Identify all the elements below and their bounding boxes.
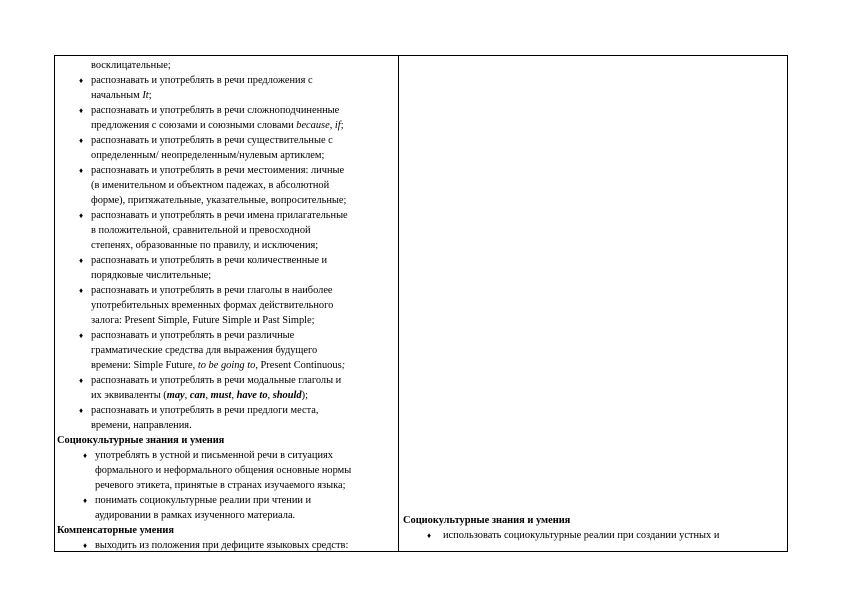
- line-text: в положительной, сравнительной и превосходной: [91, 225, 311, 236]
- bullet-icon: ♦: [79, 256, 84, 265]
- text-line: [403, 528, 783, 543]
- line-text: степенях, образованные по правилу, и исключения;: [91, 240, 319, 251]
- text-line: [55, 538, 395, 553]
- text-line: [55, 163, 395, 178]
- line-text: начальным It;: [91, 90, 152, 101]
- bullet-icon: ♦: [83, 541, 88, 550]
- text-line: [55, 133, 395, 148]
- text-line: [55, 463, 395, 478]
- text-line: [55, 268, 395, 283]
- line-text: времени, направления.: [91, 420, 192, 431]
- text-line: [55, 148, 395, 163]
- bullet-icon: ♦: [79, 331, 84, 340]
- text-line: [55, 58, 395, 73]
- bullet-icon: ♦: [79, 166, 84, 175]
- line-text: понимать социокультурные реалии при чтении и: [95, 495, 312, 506]
- text-line: [55, 253, 395, 268]
- column-divider: [398, 56, 399, 551]
- line-text: времени: Simple Future, to be going to, Present Continuous;: [91, 360, 346, 371]
- line-text: распознавать и употреблять в речи существительные с: [91, 135, 333, 146]
- line-text: (в именительном и объектном падежах, в абсолютной: [91, 180, 330, 191]
- bullet-icon: ♦: [79, 286, 84, 295]
- text-line: [55, 343, 395, 358]
- bullet-icon: ♦: [79, 76, 84, 85]
- line-text: грамматические средства для выражения будущего: [91, 345, 318, 356]
- line-text: форме), притяжательные, указательные, вопросительные;: [91, 195, 347, 206]
- text-line: [55, 313, 395, 328]
- text-line: [55, 223, 395, 238]
- content-table: [54, 55, 788, 552]
- text-line: [55, 118, 395, 133]
- line-text: распознавать и употреблять в речи имена прилагательные: [91, 210, 348, 221]
- bullet-icon: ♦: [427, 531, 432, 540]
- text-line: [55, 418, 395, 433]
- text-line: [55, 493, 395, 508]
- line-text: формального и неформального общения основные нормы: [95, 465, 352, 476]
- line-text: употреблять в устной и письменной речи в ситуациях: [95, 450, 333, 461]
- text-line: [55, 103, 395, 118]
- line-text: определенным/ неопределенным/нулевым артиклем;: [91, 150, 325, 161]
- text-line: [55, 238, 395, 253]
- line-text: распознавать и употреблять в речи модальные глаголы и: [91, 375, 342, 386]
- heading-text: Социокультурные знания и умения: [57, 435, 225, 446]
- line-text: порядковые числительные;: [91, 270, 212, 281]
- line-text: предложения с союзами и союзными словами because, if;: [91, 120, 344, 131]
- text-line: [55, 88, 395, 103]
- section-heading: [403, 513, 783, 528]
- line-text: залога: Present Simple, Future Simple и Past Simple;: [91, 315, 315, 326]
- line-text: их эквиваленты (may, can, must, have to, should);: [91, 390, 308, 401]
- line-text: выходить из положения при дефиците языковых средств:: [95, 540, 349, 551]
- text-line: [55, 193, 395, 208]
- heading-text: Компенсаторные умения: [57, 525, 174, 536]
- text-line: [55, 403, 395, 418]
- bullet-icon: ♦: [79, 376, 84, 385]
- section-heading: [55, 523, 395, 538]
- text-line: [55, 298, 395, 313]
- line-text: распознавать и употреблять в речи предложения с: [91, 75, 313, 86]
- line-text: распознавать и употреблять в речи глаголы в наиболее: [91, 285, 333, 296]
- text-line: [55, 328, 395, 343]
- bullet-icon: ♦: [79, 136, 84, 145]
- bullet-icon: ♦: [79, 211, 84, 220]
- bullet-icon: ♦: [83, 496, 88, 505]
- bullet-icon: ♦: [83, 451, 88, 460]
- line-text: использовать социокультурные реалии при создании устных и: [443, 530, 720, 541]
- bullet-icon: ♦: [79, 106, 84, 115]
- line-text: речевого этикета, принятые в странах изучаемого языка;: [95, 480, 346, 491]
- left-column: [55, 58, 395, 553]
- text-line: [55, 208, 395, 223]
- bullet-icon: ♦: [79, 406, 84, 415]
- text-line: [55, 448, 395, 463]
- text-line: [55, 178, 395, 193]
- text-line: [55, 373, 395, 388]
- text-line: [55, 358, 395, 373]
- line-text: распознавать и употреблять в речи местоимения: личные: [91, 165, 345, 176]
- section-heading: [55, 433, 395, 448]
- text-line: [55, 508, 395, 523]
- line-text: аудировании в рамках изученного материала.: [95, 510, 296, 521]
- line-text: распознавать и употреблять в речи количественные и: [91, 255, 328, 266]
- text-line: [55, 283, 395, 298]
- line-text: употребительных временных формах действительного: [91, 300, 334, 311]
- line-text: распознавать и употреблять в речи предлоги места,: [91, 405, 319, 416]
- right-column: [403, 513, 783, 543]
- text-line: [55, 388, 395, 403]
- text-line: [55, 73, 395, 88]
- heading-text: Социокультурные знания и умения: [403, 515, 571, 526]
- text-line: [55, 478, 395, 493]
- line-text: распознавать и употреблять в речи сложноподчиненные: [91, 105, 340, 116]
- line-text: распознавать и употреблять в речи различные: [91, 330, 295, 341]
- line-text: восклицательные;: [91, 60, 171, 71]
